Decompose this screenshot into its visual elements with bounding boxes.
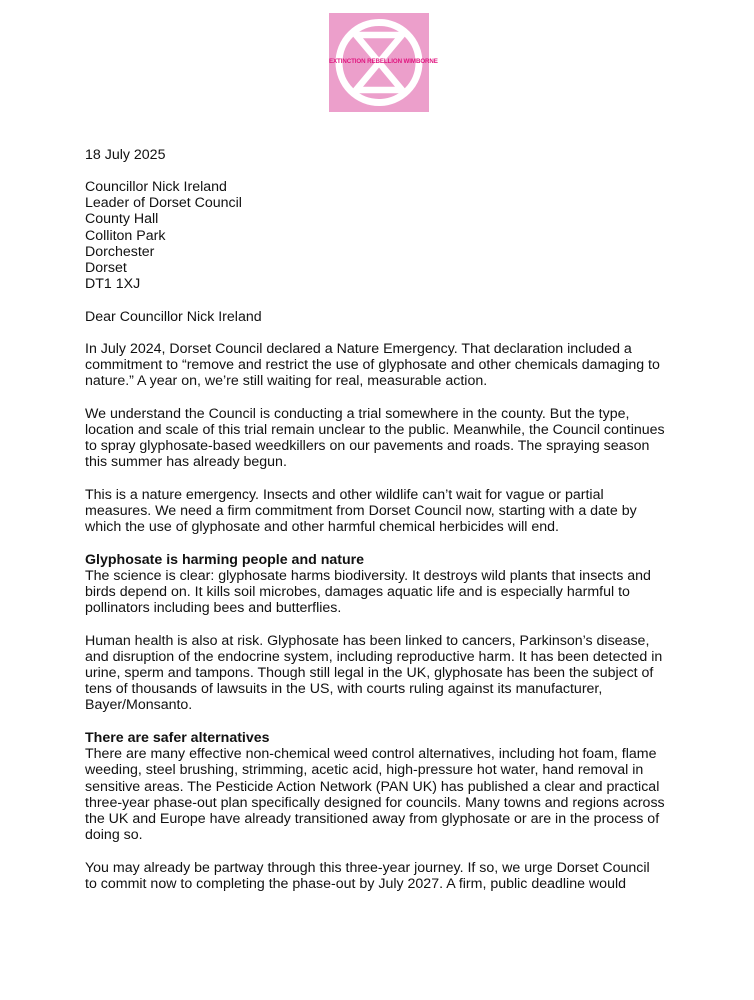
paragraph-line: birds depend on. It kills soil microbes, damages aquatic life and is especially harmful to: [85, 584, 630, 600]
address-line: Colliton Park: [85, 228, 166, 244]
paragraph-line: Bayer/Monsanto.: [85, 697, 193, 713]
paragraph-line: commitment to “remove and restrict the use of glyphosate and other chemicals damaging to: [85, 357, 660, 373]
paragraph-line: urine, sperm and tampons. Though still legal in the UK, glyphosate has been the subject of: [85, 665, 654, 681]
paragraph-line: to commit now to completing the phase-out by July 2027. A firm, public deadline would: [85, 876, 627, 892]
address-line: Dorchester: [85, 244, 155, 260]
address-line: Councillor Nick Ireland: [85, 179, 227, 195]
paragraph-line: sensitive areas. The Pesticide Action Network (PAN UK) has published a clear and practical: [85, 779, 660, 795]
paragraph-line: There are many effective non-chemical weed control alternatives, including hot foam, flame: [85, 746, 657, 762]
paragraph-line: to spray glyphosate-based weedkillers on our pavements and roads. The spraying season: [85, 438, 650, 454]
paragraph-line: tens of thousands of lawsuits in the US, with courts ruling against its manufacturer,: [85, 681, 603, 697]
paragraph-line: The science is clear: glyphosate harms biodiversity. It destroys wild plants that insects and: [85, 568, 651, 584]
paragraph-line: weeding, steel brushing, strimming, acetic acid, high-pressure hot water, hand removal in: [85, 762, 644, 778]
paragraph-line: You may already be partway through this three-year journey. If so, we urge Dorset Council: [85, 860, 650, 876]
paragraph-line: nature.” A year on, we’re still waiting for real, measurable action.: [85, 373, 488, 389]
logo-text: EXTINCTION REBELLION WIMBORNE: [329, 58, 438, 65]
paragraph-line: This is a nature emergency. Insects and other wildlife can’t wait for vague or partial: [85, 487, 604, 503]
paragraph-line: and disruption of the endocrine system, including reproductive harm. It has been detected in: [85, 649, 663, 665]
address-line: County Hall: [85, 211, 159, 227]
address-line: Leader of Dorset Council: [85, 195, 242, 211]
paragraph-line: which the use of glyphosate and other harmful chemical herbicides will end.: [85, 519, 559, 535]
paragraph-line: Human health is also at risk. Glyphosate has been linked to cancers, Parkinson’s disease,: [85, 633, 650, 649]
address-line: DT1 1XJ: [85, 276, 141, 292]
paragraph-line: doing so.: [85, 827, 143, 843]
address-line: Dorset: [85, 260, 127, 276]
paragraph-line: pollinators including bees and butterflies.: [85, 600, 342, 616]
xr-wimborne-logo: [329, 13, 438, 112]
paragraph-line: location and scale of this trial remain unclear to the public. Meanwhile, the Council continues: [85, 422, 665, 438]
paragraph-line: the UK and Europe have already transitioned away from glyphosate or are in the process of: [85, 811, 660, 827]
letter-date: 18 July 2025: [85, 147, 166, 163]
paragraph-line: three-year phase-out plan specifically designed for councils. Many towns and regions across: [85, 795, 665, 811]
section-heading: Glyphosate is harming people and nature: [85, 552, 365, 568]
paragraph-line: In July 2024, Dorset Council declared a Nature Emergency. That declaration included a: [85, 341, 632, 357]
paragraph-line: We understand the Council is conducting a trial somewhere in the county. But the type,: [85, 406, 630, 422]
paragraph-line: this summer has already begun.: [85, 454, 287, 470]
salutation: Dear Councillor Nick Ireland: [85, 309, 262, 325]
section-heading: There are safer alternatives: [85, 730, 270, 746]
paragraph-line: measures. We need a firm commitment from Dorset Council now, starting with a date by: [85, 503, 637, 519]
